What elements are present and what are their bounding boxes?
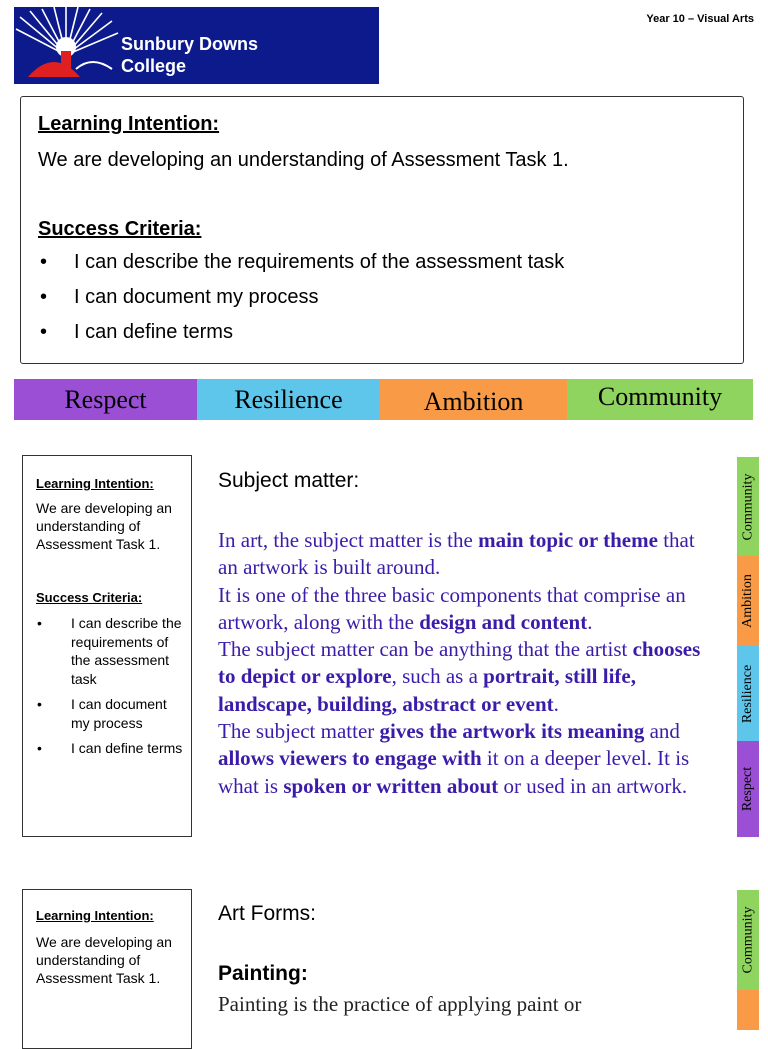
text-run: or used in an artwork. bbox=[498, 773, 688, 798]
text-run: The subject matter bbox=[218, 719, 380, 744]
tab-label: Community bbox=[740, 906, 755, 974]
text-run: it on a deeper level. It is what is bbox=[218, 746, 690, 798]
success-criteria-list bbox=[38, 250, 564, 355]
text-run: . bbox=[553, 691, 559, 716]
sidebar-li-text: We are developing an understanding of Assessment Task 1. bbox=[36, 934, 172, 986]
text-run: In art, the subject matter is the bbox=[218, 528, 479, 552]
year-label: Year 10 – Visual Arts bbox=[646, 13, 754, 25]
sidebar-sc-heading: Success Criteria: bbox=[36, 590, 143, 605]
bold-phrase: design and content bbox=[419, 609, 588, 634]
success-criteria-heading: Success Criteria: bbox=[38, 218, 202, 240]
logo-line1: Sunbury Downs bbox=[121, 34, 259, 54]
sidebar-criteria-item: • I can document my process bbox=[36, 695, 186, 732]
tab-community-2 bbox=[737, 890, 759, 990]
sidebar-li-heading: Learning Intention: bbox=[36, 908, 154, 923]
criteria-item: • I can document my process bbox=[38, 285, 564, 320]
sidebar-box bbox=[22, 455, 192, 837]
tab-respect bbox=[737, 741, 759, 837]
text-run: . bbox=[587, 609, 593, 634]
criteria-item: • I can define terms bbox=[38, 320, 564, 355]
painting-heading: Painting: bbox=[218, 962, 308, 985]
sidebar-li-heading: Learning Intention: bbox=[36, 476, 154, 491]
bold-phrase: allows viewers to engage with bbox=[218, 746, 482, 771]
bold-phrase: gives the artwork its meaning bbox=[379, 719, 645, 744]
bold-phrase: chooses to depict or explore bbox=[218, 637, 701, 689]
school-values-bar bbox=[14, 379, 753, 420]
slide-title-2: Art Forms: bbox=[218, 902, 316, 925]
subject-matter-text bbox=[218, 527, 718, 800]
tab-ambition-2 bbox=[737, 990, 759, 1030]
learning-intention-text: We are developing an understanding of Assessment Task 1. bbox=[38, 149, 569, 171]
value-resilience: Resilience bbox=[197, 379, 380, 420]
text-run: that an artwork is built around. bbox=[218, 528, 695, 580]
bold-phrase: main topic or theme bbox=[478, 528, 658, 552]
sidebar-criteria-item: • I can describe the requirements of the assessment task bbox=[36, 614, 186, 688]
text-run: It is one of the three basic components that comprise an artwork, along with the bbox=[218, 582, 686, 634]
logo-line2: College bbox=[121, 56, 187, 76]
learning-intention-box bbox=[20, 96, 744, 364]
painting-text: Painting is the practice of applying paint or bbox=[218, 992, 582, 1016]
bold-phrase: portrait, still life, landscape, building, abstract or event bbox=[218, 664, 636, 716]
tab-label: Ambition bbox=[740, 574, 756, 628]
tab-label: Community bbox=[740, 473, 755, 540]
crest-icon bbox=[14, 7, 124, 84]
text-run: , such as a bbox=[391, 664, 484, 689]
tab-community bbox=[737, 457, 759, 556]
sidebar-box-2 bbox=[22, 889, 192, 1049]
learning-intention-heading: Learning Intention: bbox=[38, 113, 220, 135]
college-logo bbox=[14, 7, 379, 84]
value-ambition: Ambition bbox=[380, 379, 567, 420]
value-respect: Respect bbox=[14, 379, 197, 420]
tab-ambition bbox=[737, 556, 759, 646]
sidebar-criteria-list bbox=[36, 614, 186, 765]
value-community: Community bbox=[567, 379, 753, 420]
slide-title: Subject matter: bbox=[218, 469, 360, 492]
text-run: and bbox=[644, 719, 680, 744]
sidebar-criteria-item: • I can define terms bbox=[36, 739, 186, 758]
tab-label: Resilience bbox=[740, 664, 755, 723]
criteria-item: • I can describe the requirements of the assessment task bbox=[38, 250, 564, 285]
tab-resilience bbox=[737, 646, 759, 741]
bold-phrase: spoken or written about bbox=[283, 773, 499, 798]
tab-label: Respect bbox=[740, 766, 756, 812]
text-run: The subject matter can be anything that the artist bbox=[218, 637, 633, 662]
sidebar-li-text: We are developing an understanding of Assessment Task 1. bbox=[36, 500, 172, 552]
